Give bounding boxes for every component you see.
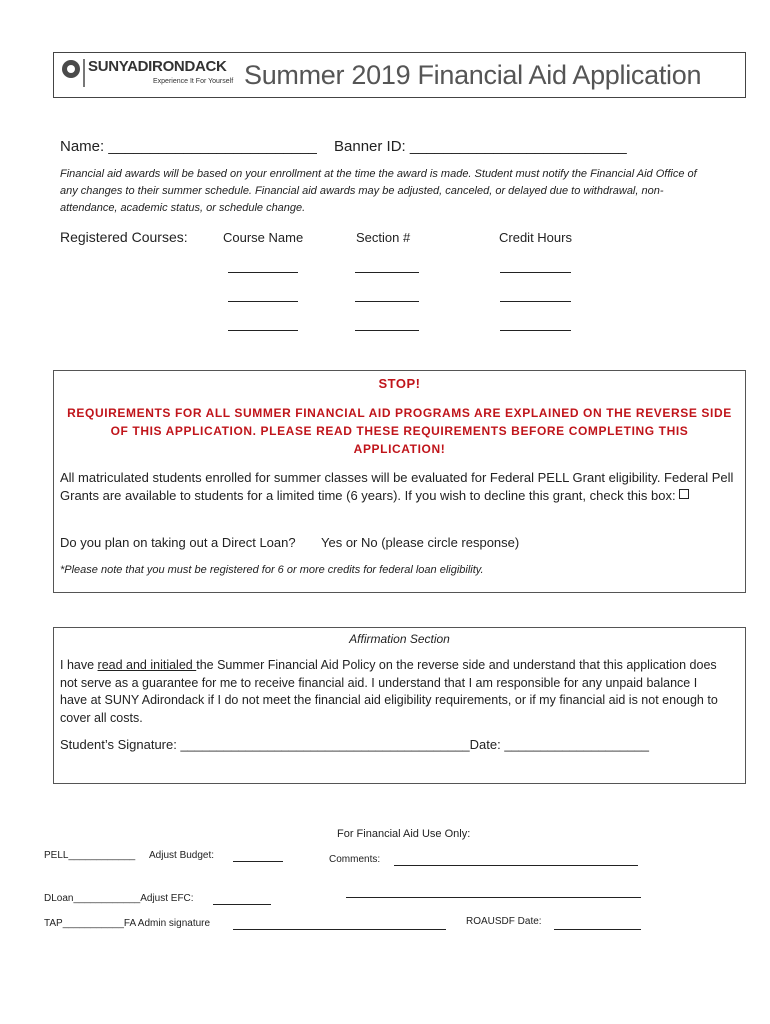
pell-eligibility-text [60, 469, 735, 505]
course-name-blank-3[interactable] [228, 330, 298, 331]
logo-tagline: Experience It For Yourself [153, 78, 234, 85]
credit-hours-blank-3[interactable] [500, 330, 571, 331]
section-header: Section # [356, 230, 411, 245]
comments-line-2[interactable] [346, 897, 641, 898]
pell-field[interactable]: PELL____________ [44, 850, 136, 861]
comments-line-1[interactable] [394, 865, 638, 866]
adjust-efc-blank[interactable] [213, 904, 271, 905]
credit-hours-blank-1[interactable] [500, 272, 571, 273]
roausdf-date-label: ROAUSDF Date: [466, 916, 542, 927]
direct-loan-options[interactable]: Yes or No (please circle response) [321, 535, 520, 550]
adjust-budget-blank[interactable] [233, 861, 283, 862]
stop-heading: STOP! [378, 376, 421, 391]
logo-mark-icon [62, 60, 80, 78]
banner-id-field[interactable]: Banner ID: __________________________ [334, 138, 627, 155]
credit-hours-header: Credit Hours [499, 230, 572, 245]
affirmation-prefix: I have [60, 658, 98, 672]
course-name-blank-1[interactable] [228, 272, 298, 273]
requirements-warning: REQUIREMENTS FOR ALL SUMMER FINANCIAL AID PROGRAMS ARE EXPLAINED ON THE REVERSE SIDE OF THIS APPLICATION. PLEASE READ THESE REQUIREMENTS BEFORE COMPLETING THIS APPLICATION! [67, 406, 732, 456]
affirmation-text [60, 657, 720, 727]
registered-courses-label: Registered Courses: [60, 229, 188, 245]
affirmation-heading: Affirmation Section [349, 632, 450, 646]
dloan-adjust-efc[interactable]: DLoan____________Adjust EFC: [44, 893, 194, 904]
loan-credit-note: *Please note that you must be registered for 6 or more credits for federal loan eligibility. [60, 564, 484, 576]
roausdf-date-blank[interactable] [554, 929, 641, 930]
comments-label: Comments: [329, 854, 381, 865]
office-use-heading: For Financial Aid Use Only: [337, 828, 471, 840]
adjust-budget-label: Adjust Budget: [149, 850, 215, 861]
name-field[interactable]: Name: _________________________ [60, 138, 317, 155]
decline-pell-checkbox[interactable] [679, 489, 689, 499]
pell-eligibility-body: All matriculated students enrolled for summer classes will be evaluated for Federal PELL Grant eligibility. Federal Pell Grants are available to students for a limited time (6 years). If you wish to decline this grant, check this box: [60, 470, 734, 503]
signature-date-line[interactable]: Student’s Signature: ________________________________________Date: ____________________ [60, 737, 649, 752]
intro-note: Financial aid awards will be based on your enrollment at the time the award is made. Student must notify the Financial Aid Office of any changes to their summer schedule. Financial aid awards may be adjusted, canceled, or delayed due to withdrawal, non- attendance, academic status, or schedule change. [60, 168, 697, 214]
credit-hours-blank-2[interactable] [500, 301, 571, 302]
course-name-blank-2[interactable] [228, 301, 298, 302]
logo-divider [83, 59, 85, 87]
form-title: Summer 2019 Financial Aid Application [244, 60, 702, 90]
section-blank-2[interactable] [355, 301, 419, 302]
tap-admin-signature[interactable]: TAP___________FA Admin signature [44, 918, 211, 929]
course-name-header: Course Name [223, 230, 304, 245]
section-blank-1[interactable] [355, 272, 419, 273]
admin-signature-blank[interactable] [233, 929, 446, 930]
logo-name: SUNYADIRONDACK [88, 58, 227, 75]
affirmation-body: the Summer Financial Aid Policy on the reverse side and understand that this application does not serve as a guarantee for me to receive financial aid. I understand that I am responsible for any unpaid balance I have at SUNY Adirondack if I do not meet the financial aid eligibility requirements, or if my financial aid is not enough to cover all costs. [60, 658, 718, 725]
direct-loan-question: Do you plan on taking out a Direct Loan? [60, 535, 296, 550]
suny-adirondack-logo [62, 58, 238, 92]
read-and-initialed: read and initialed [97, 658, 197, 672]
section-blank-3[interactable] [355, 330, 419, 331]
